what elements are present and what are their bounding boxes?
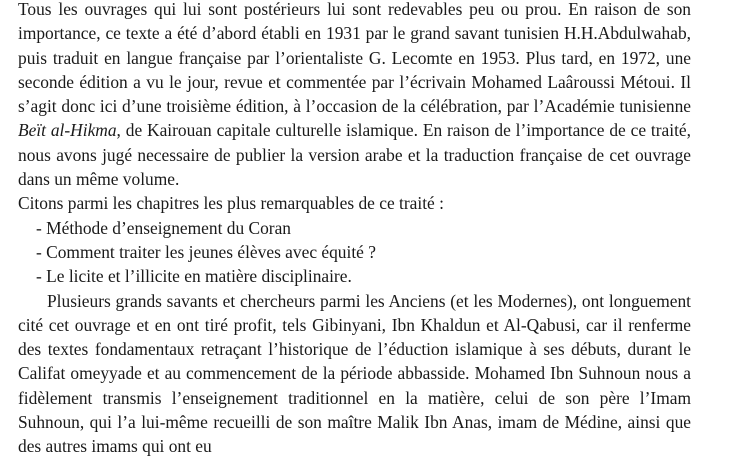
beit-al-hikma-title: Beït al-Hikma bbox=[18, 120, 117, 141]
paragraph-scholars: Plusieurs grands savants et chercheurs parmi les Anciens (et les Modernes), ont longuement cité cet ouvrage et en ont tiré profit, tels Gibinyani, Ibn Khaldun et Al-Qabusi, car il renferme des textes fondamentaux retraçant l’historique de l’éduction islamique à ses débuts, durant le Califat omeyyade et au commencement de la période abbasside. Mohamed Ibn Suhnoun nous a fidèlement transmis l’enseignement traditionnel en la matière, celui de son père l’Imam Suhnoun, qui l’a lui-même recueilli de son maître Malik Ibn Anas, imam de Médine, ainsi que des autres imams qui ont eu bbox=[18, 290, 691, 457]
list-item: - Comment traiter les jeunes élèves avec équité ? bbox=[36, 241, 376, 262]
chapter-list bbox=[18, 216, 691, 289]
paragraph-editions bbox=[18, 0, 691, 191]
paragraph-editions-text-end: , de Kairouan capitale culturelle islamique. En raison de l’importance de ce traité, nous avons jugé necessaire de publier la version arabe et la traduction française de cet ouvrage dans un même volume. bbox=[18, 120, 691, 190]
list-item: - Méthode d’enseignement du Coran bbox=[36, 217, 291, 238]
document-page bbox=[18, 0, 691, 459]
paragraph-chapters-intro: Citons parmi les chapitres les plus remarquables de ce traité : bbox=[18, 193, 444, 214]
paragraph-editions-text: Tous les ouvrages qui lui sont postérieurs lui sont redevables peu ou prou. En raison de son importance, ce texte a été d’abord établi en 1931 par le grand savant tunisien H.H.Abdulwahab, puis traduit en langue française par l’orientaliste G. Lecomte en 1953. Plus tard, en 1972, une seconde édition a vu le jour, revue et commentée par l’écrivain Mohamed Laâroussi Métoui. Il s’agit donc ici d’une troisième édition, à l’occasion de la célébration, par l’Académie tunisienne bbox=[18, 0, 691, 117]
list-item: - Le licite et l’illicite en matière disciplinaire. bbox=[36, 266, 352, 287]
